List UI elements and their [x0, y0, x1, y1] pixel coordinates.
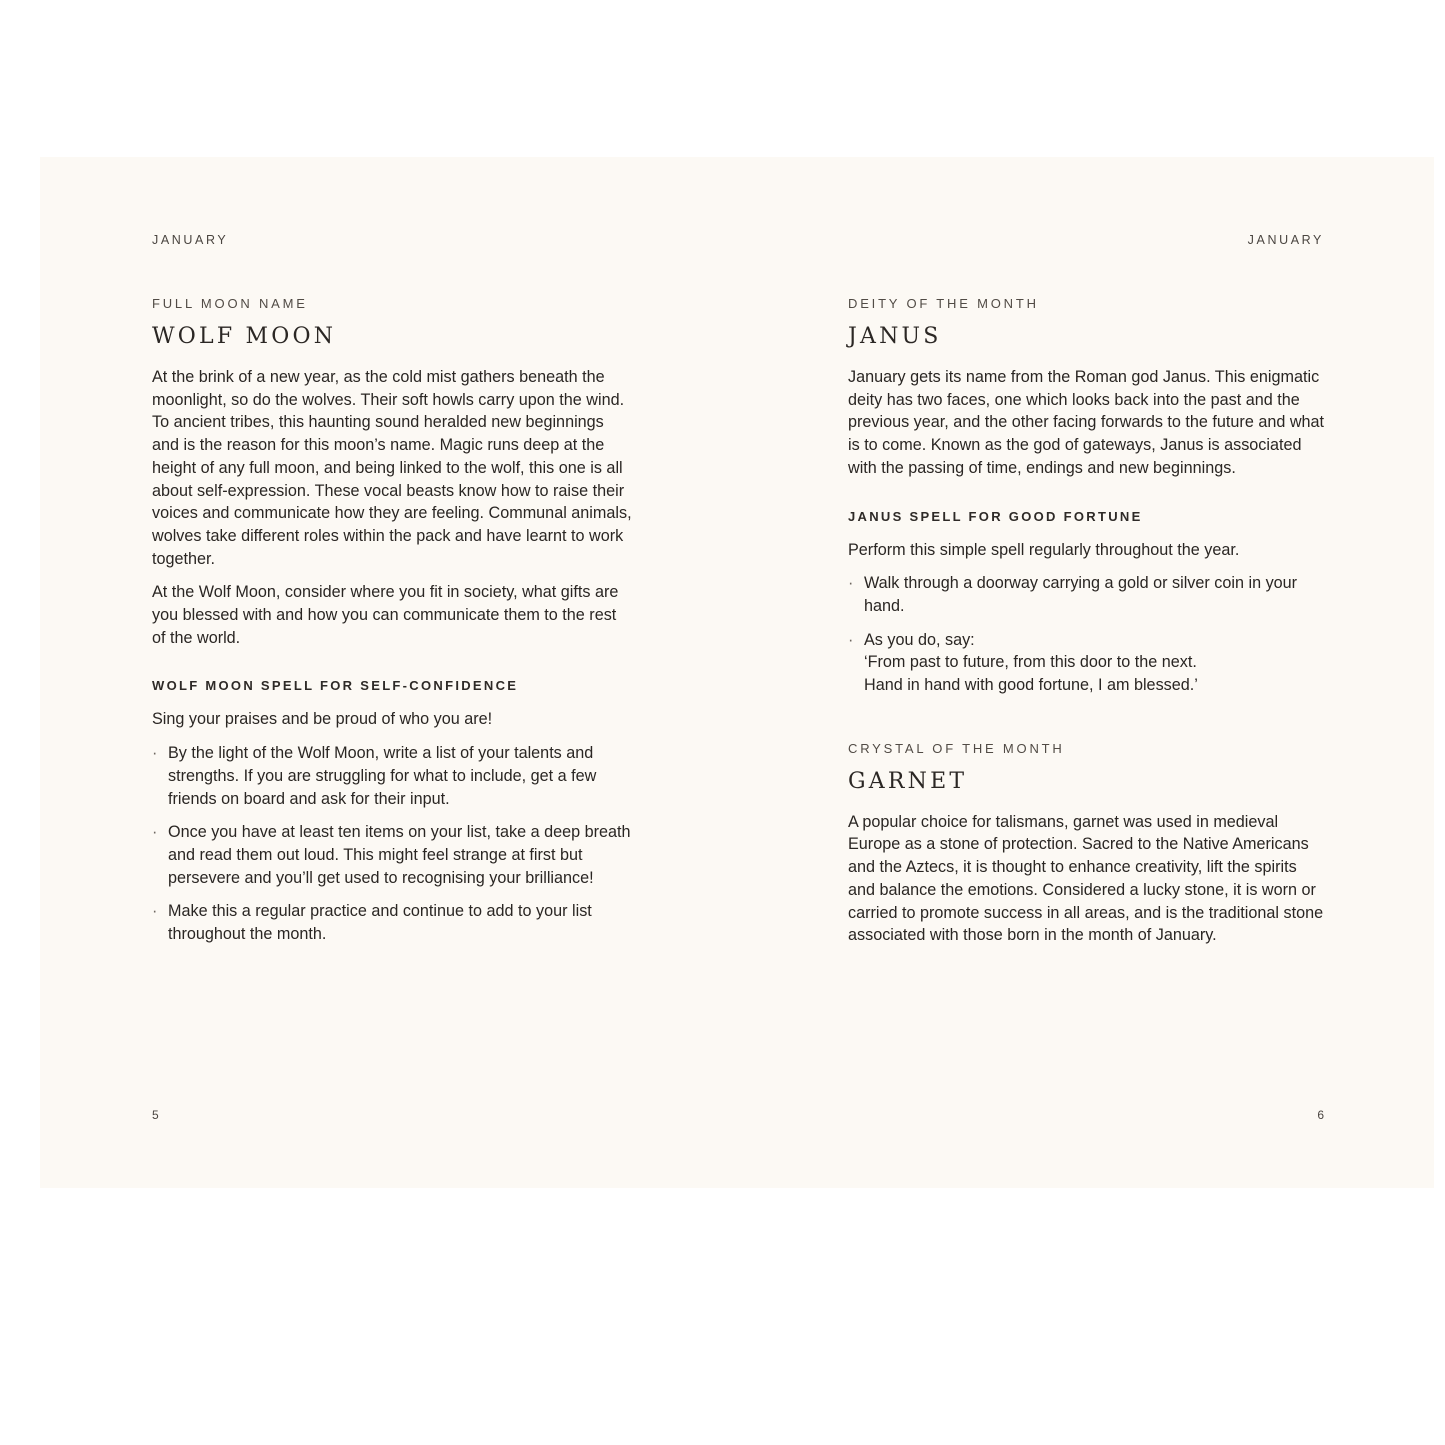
wolf-moon-step-1: By the light of the Wolf Moon, write a list of your talents and strengths. If you are struggling for what to include, get a few friends on board and ask for their input. — [168, 744, 597, 808]
crystal-label: CRYSTAL OF THE MONTH — [848, 740, 1065, 756]
wolf-moon-step-2: Once you have at least ten items on your list, take a deep breath and read them out loud. This might feel strange at first but persevere and you’ll get used to recognising your brilliance! — [168, 823, 631, 887]
bullet-icon: · — [152, 744, 158, 763]
section-spacer — [848, 708, 1328, 741]
list-item — [848, 572, 1328, 617]
wolf-moon-spell-heading: WOLF MOON SPELL FOR SELF-CONFIDENCE — [152, 678, 519, 694]
right-page — [848, 157, 1328, 1188]
wolf-moon-spell-steps — [152, 742, 632, 946]
left-page-body — [152, 296, 632, 957]
bullet-icon: · — [152, 823, 158, 842]
list-item — [152, 742, 632, 810]
wolf-moon-title: WOLF MOON — [152, 324, 337, 349]
left-running-head: JANUARY — [152, 233, 229, 247]
wolf-moon-paragraph-1: At the brink of a new year, as the cold mist gathers beneath the moonlight, so do the wolves. Their soft howls carry upon the wind. To ancient tribes, this haunting sound heralded new beginnings and is the reason for this moon’s name. Magic runs deep at the height of any full moon, and being linked to the wolf, this one is all about self-expression. These vocal beasts know how to raise their voices and communicate how they are feeling. Communal animals, wolves take different roles within the pack and have learnt to work together. — [152, 368, 632, 568]
wolf-moon-paragraph-2: At the Wolf Moon, consider where you fit in society, what gifts are you blessed with and how you can communicate them to the rest of the world. — [152, 583, 619, 647]
list-item — [152, 821, 632, 889]
janus-chant-line-1: ‘From past to future, from this door to the next. — [864, 653, 1197, 672]
janus-spell-intro: Perform this simple spell regularly throughout the year. — [848, 540, 1240, 559]
wolf-moon-step-3: Make this a regular practice and continue to add to your list throughout the month. — [168, 902, 592, 944]
janus-step-2-intro: As you do, say: — [864, 630, 975, 649]
right-page-body — [848, 296, 1328, 958]
bullet-icon: · — [848, 574, 854, 593]
right-running-head: JANUARY — [1247, 233, 1324, 247]
deity-label: DEITY OF THE MONTH — [848, 296, 1039, 311]
full-moon-name-label: FULL MOON NAME — [152, 296, 308, 311]
janus-chant-line-2: Hand in hand with good fortune, I am blessed.’ — [864, 676, 1198, 695]
left-page — [152, 157, 632, 1188]
janus-step-1: Walk through a doorway carrying a gold or silver coin in your hand. — [864, 574, 1298, 615]
janus-title: JANUS — [848, 324, 942, 349]
bullet-icon: · — [152, 902, 158, 921]
bullet-icon: · — [848, 630, 854, 649]
garnet-title: GARNET — [848, 768, 968, 794]
garnet-paragraph: A popular choice for talismans, garnet was used in medieval Europe as a stone of protection. Sacred to the Native Americans and the Aztecs, it is thought to enhance creativity, lift the spirits and balance the emotions. Considered a lucky stone, it is worn or carried to promote success in all areas, and is the traditional stone associated with those born in the month of January. — [848, 812, 1324, 945]
janus-spell-heading: JANUS SPELL FOR GOOD FORTUNE — [848, 508, 1143, 524]
janus-paragraph: January gets its name from the Roman god Janus. This enigmatic deity has two faces, one which looks back into the past and the previous year, and the other facing forwards to the future and what is to come. Known as the god of gateways, Janus is associated with the passing of time, endings and new beginnings. — [848, 368, 1325, 477]
janus-spell-steps — [848, 572, 1328, 697]
right-page-number: 6 — [1317, 1108, 1324, 1122]
book-spread — [40, 157, 1434, 1188]
list-item — [848, 629, 1328, 697]
left-page-number: 5 — [152, 1108, 159, 1122]
wolf-moon-spell-intro: Sing your praises and be proud of who you are! — [152, 710, 493, 729]
list-item — [152, 900, 632, 945]
